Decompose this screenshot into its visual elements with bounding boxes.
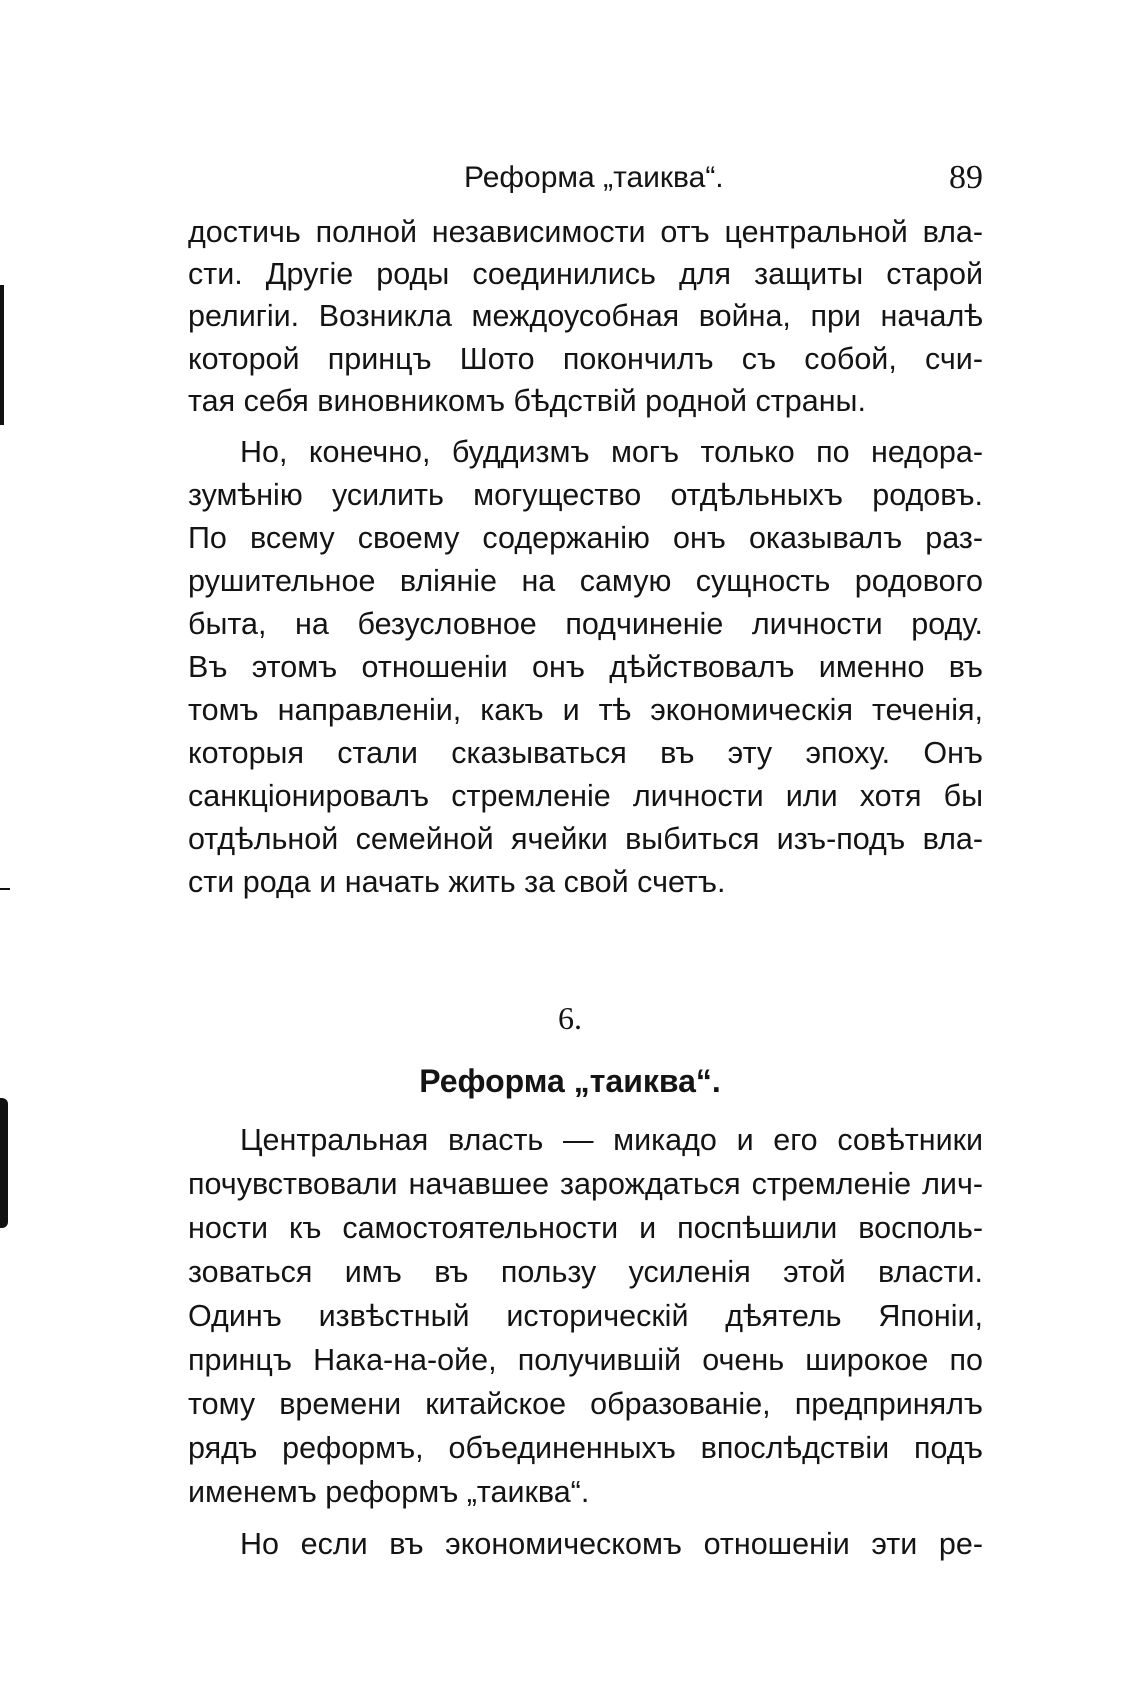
page-number: 89 bbox=[949, 159, 983, 196]
text-line: зумѣнію усилить могущество отдѣльныхъ родовъ. bbox=[188, 478, 983, 512]
text-line: зоваться имъ въ пользу усиленія этой власти. bbox=[188, 1255, 983, 1289]
text-line: Въ этомъ отношеніи онъ дѣйствовалъ именно въ bbox=[188, 650, 983, 684]
text-line: отдѣльной семейной ячейки выбиться изъ-подъ вла- bbox=[188, 822, 983, 856]
text-line: принцъ Нака-на-ойе, получившій очень широкое по bbox=[188, 1343, 983, 1377]
running-title: Реформа „таиква“. bbox=[464, 161, 724, 194]
text-line: быта, на безусловное подчиненіе личности роду. bbox=[188, 607, 983, 641]
text-line: Но, конечно, буддизмъ могъ только по недора- bbox=[240, 435, 983, 469]
text-line: Одинъ извѣстный историческій дѣятель Японіи, bbox=[188, 1299, 983, 1333]
scan-edge-mark bbox=[0, 285, 4, 425]
running-header bbox=[188, 158, 983, 198]
text-line: Центральная власть — микадо и его совѣтники bbox=[240, 1123, 983, 1157]
text-line: рушительное вліяніе на самую сущность родового bbox=[188, 564, 983, 598]
text-line: томъ направленіи, какъ и тѣ экономическія теченія, bbox=[188, 693, 983, 727]
section-number: 6. bbox=[558, 1000, 582, 1036]
text-line: Но если въ экономическомъ отношеніи эти ре- bbox=[240, 1527, 983, 1561]
text-line: тая себя виновникомъ бѣдствій родной страны. bbox=[188, 384, 866, 418]
text-line: которыя стали сказываться въ эту эпоху. Онъ bbox=[188, 736, 983, 770]
text-line: ности къ самостоятельности и поспѣшили восполь- bbox=[188, 1211, 983, 1245]
text-line: именемъ реформъ „таиква“. bbox=[188, 1475, 590, 1509]
section-title: Реформа „таиква“. bbox=[419, 1063, 721, 1099]
scan-edge-mark bbox=[0, 1098, 8, 1228]
scan-edge-mark bbox=[0, 888, 10, 890]
text-line: почувствовали начавшее зарождаться стремленіе лич- bbox=[188, 1167, 983, 1201]
text-line: По всему своему содержанію онъ оказывалъ раз- bbox=[188, 521, 983, 555]
text-line: сти рода и начать жить за свой счетъ. bbox=[188, 865, 726, 899]
text-line: рядъ реформъ, объединенныхъ впослѣдствіи подъ bbox=[188, 1431, 983, 1465]
text-line: сти. Другіе роды соединились для защиты старой bbox=[188, 257, 983, 291]
text-line: тому времени китайское образованіе, предпринялъ bbox=[188, 1387, 983, 1421]
text-line: религіи. Возникла междоусобная война, при началѣ bbox=[188, 299, 983, 333]
text-line: санкціонировалъ стремленіе личности или хотя бы bbox=[188, 779, 983, 813]
text-line: достичь полной независимости отъ центральной вла- bbox=[188, 215, 983, 249]
text-line: которой принцъ Шото покончилъ съ собой, счи- bbox=[188, 342, 983, 376]
